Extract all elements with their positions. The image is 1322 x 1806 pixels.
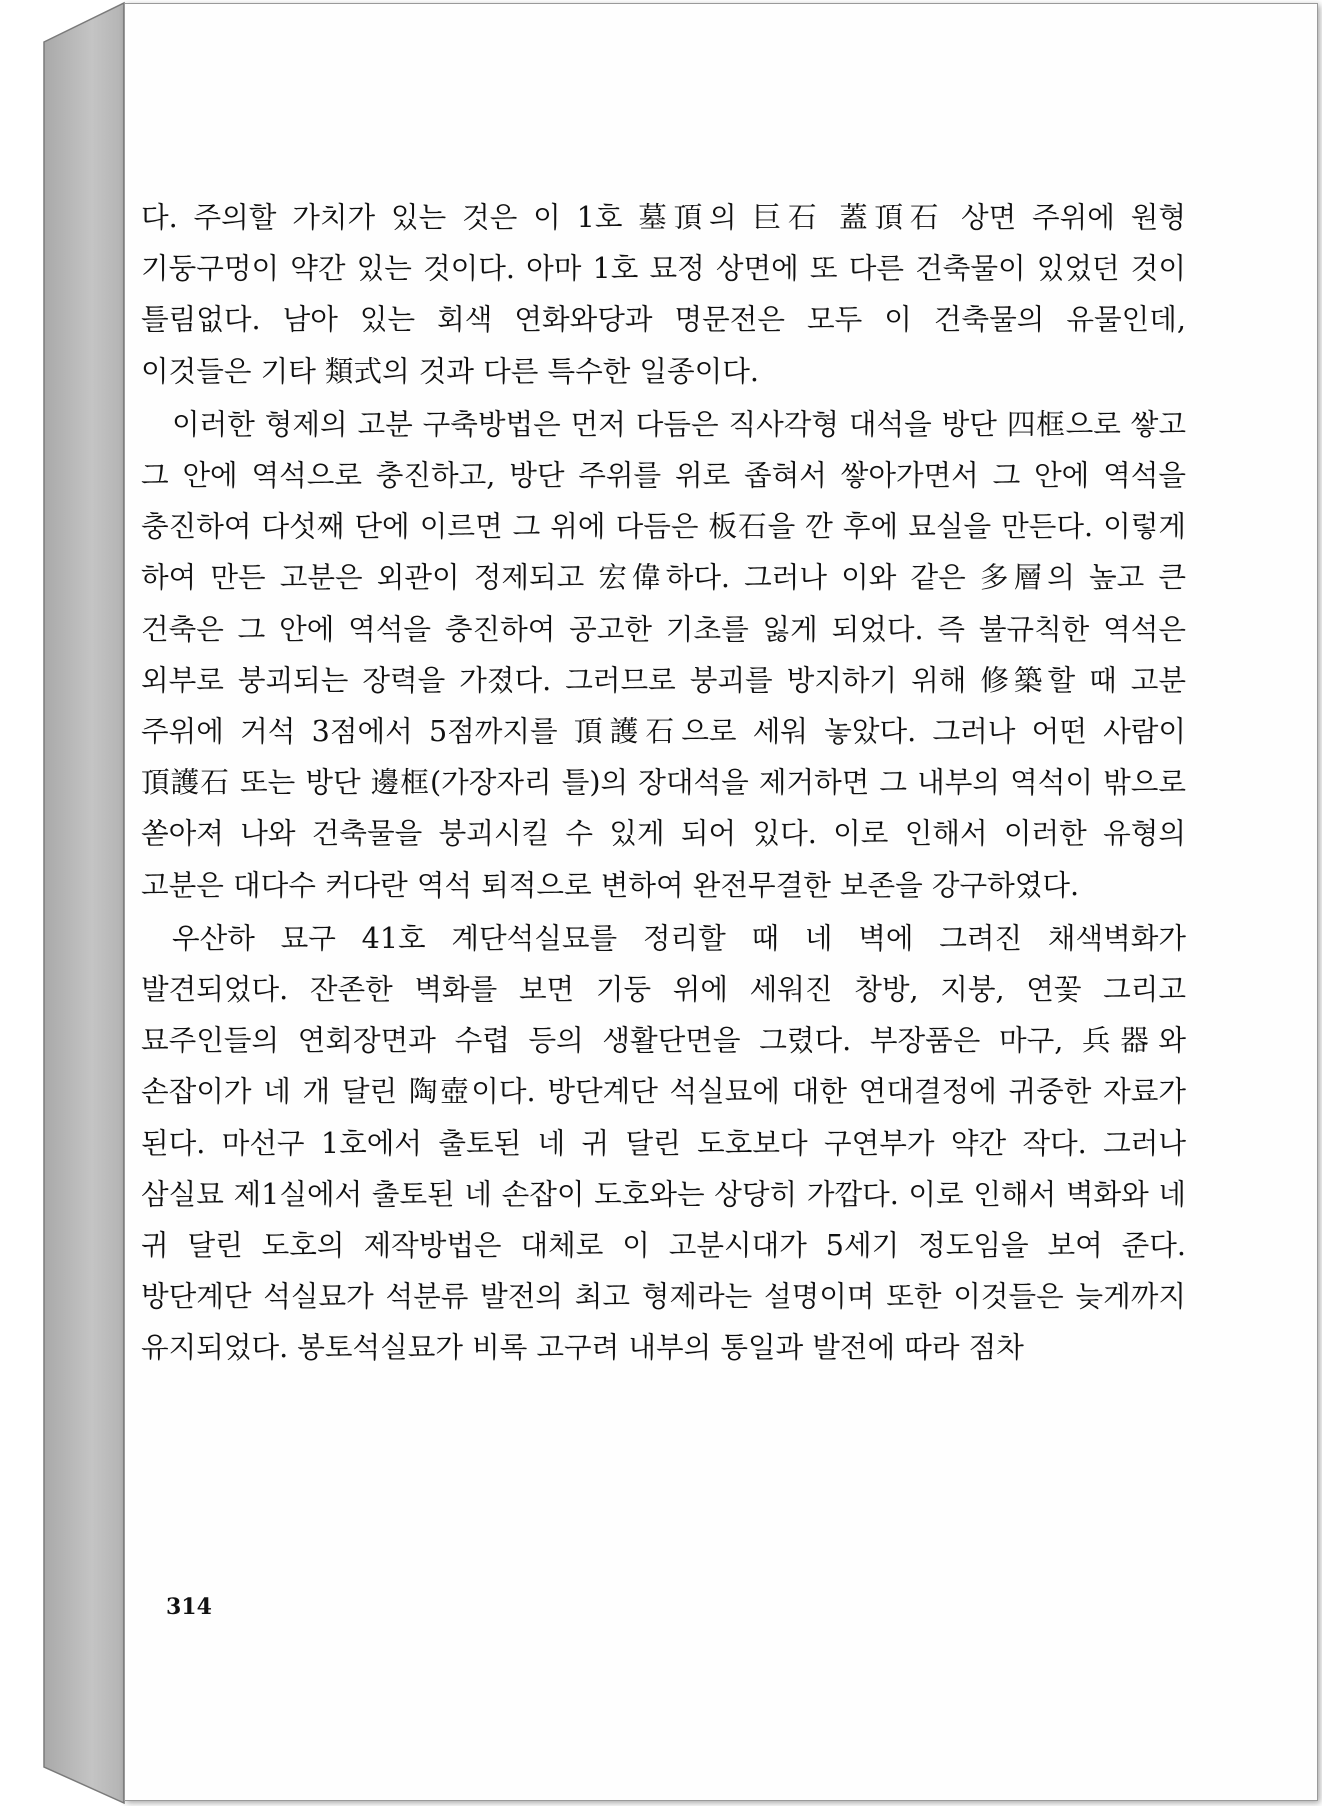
page-number: 314 [166,1594,212,1620]
paragraph-1: 다. 주의할 가치가 있는 것은 이 1호 墓頂의 巨石 蓋頂石 상면 주위에 원형 기둥구멍이 약간 있는 것이다. 아마 1호 묘정 상면에 또 다른 건축물이 있었던 것이 틀림없다. 남아 있는 회색 연화와당과 명문전은 모두 이 건축물의 유물인데, 이것들은 기타 類式의 것과 다른 특수한 일종이다. [141,200,1186,388]
body-text [141,192,1186,1374]
paragraph-2: 이러한 형제의 고분 구축방법은 먼저 다듬은 직사각형 대석을 방단 四框으로 쌓고 그 안에 역석으로 충진하고, 방단 주위를 위로 좁혀서 쌓아가면서 그 안에 역석을 충진하여 다섯째 단에 이르면 그 위에 다듬은 板石을 깐 후에 묘실을 만든다. 이렇게 하여 만든 고분은 외관이 정제되고 宏偉하다. 그러나 이와 같은 多層의 높고 큰 건축은 그 안에 역석을 충진하여 공고한 기초를 잃게 되었다. 즉 불규칙한 역석은 외부로 붕괴되는 장력을 가졌다. 그러므로 붕괴를 방지하기 위해 修築할 때 고분 주위에 거석 3점에서 5점까지를 頂護石으로 세워 놓았다. 그러나 어떤 사람이 頂護石 또는 방단 邊框(가장자리 틀)의 장대석을 제거하면 그 내부의 역석이 밖으로 쏟아져 나와 건축물을 붕괴시킬 수 있게 되어 있다. 이로 인해서 이러한 유형의 고분은 대다수 커다란 역석 퇴적으로 변하여 완전무결한 보존을 강구하였다. [141,406,1186,902]
paragraph-3: 우산하 묘구 41호 계단석실묘를 정리할 때 네 벽에 그려진 채색벽화가 발견되었다. 잔존한 벽화를 보면 기둥 위에 세워진 창방, 지붕, 연꽃 그리고 묘주인들의 연회장면과 수렵 등의 생활단면을 그렸다. 부장품은 마구, 兵器와 손잡이가 네 개 달린 陶壺이다. 방단계단 석실묘에 대한 연대결정에 귀중한 자료가 된다. 마선구 1호에서 출토된 네 귀 달린 도호보다 구연부가 약간 작다. 그러나 삼실묘 제1실에서 출토된 네 손잡이 도호와는 상당히 가깝다. 이로 인해서 벽화와 네 귀 달린 도호의 제작방법은 대체로 이 고분시대가 5세기 정도임을 보여 준다. 방단계단 석실묘가 석분류 발전의 최고 형제라는 설명이며 또한 이것들은 늦게까지 유지되었다. 봉토석실묘가 비록 고구려 내부의 통일과 발전에 따라 점차 [141,920,1186,1365]
